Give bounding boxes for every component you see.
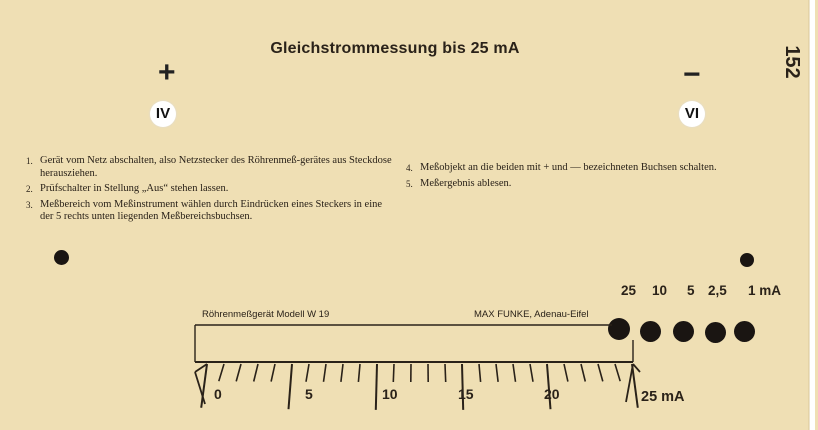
scale-minor-tick <box>306 364 309 382</box>
scale-major-tick <box>632 364 638 408</box>
range-label-10: 10 <box>652 283 668 298</box>
instruction-text: Meßobjekt an die beiden mit + und — bezeichneten Buchsen schalten. <box>420 162 717 173</box>
instruction-number: 4. <box>406 163 413 173</box>
scale-minor-tick <box>615 364 620 381</box>
range-label-1: 1 mA <box>748 283 782 298</box>
scale-minor-tick <box>254 364 258 382</box>
range-label-25: 25 <box>621 283 637 298</box>
scale-minor-tick <box>445 364 446 382</box>
instruction-text: Gerät vom Netz abschalten, also Netzstecker des Röhrenmeß-gerätes aus Steckdose herausziehen. <box>40 155 392 179</box>
scale-label-20: 20 <box>544 386 560 402</box>
range-label-2-5: 2,5 <box>708 283 727 298</box>
scale-minor-tick <box>341 364 343 382</box>
scale-minor-tick <box>513 364 516 382</box>
plus-sign: + <box>158 56 176 89</box>
instruction-number: 2. <box>26 184 33 194</box>
instruction-number: 5. <box>406 178 413 189</box>
meter-model-text: Röhrenmeßgerät Modell W 19 <box>202 309 330 320</box>
scale-major-tick <box>289 364 293 409</box>
scale-label-5: 5 <box>305 386 313 402</box>
scale-minor-tick <box>479 364 481 382</box>
meter-frame <box>195 325 633 362</box>
range-label-5: 5 <box>687 283 695 298</box>
card-title: Gleichstrommessung bis 25 mA <box>270 40 520 57</box>
instruction-text: Prüfschalter in Stellung „Aus“ stehen lassen. <box>40 183 229 194</box>
instruction-text: Meßergebnis ablesen. <box>420 177 512 189</box>
scale-minor-tick <box>581 364 585 382</box>
meter-maker-text: MAX FUNKE, Adenau-Eifel <box>474 309 589 320</box>
terminal-iv[interactable]: IV <box>150 101 176 127</box>
scale-minor-tick <box>236 364 241 381</box>
scale-right-end-upper <box>633 364 640 372</box>
card-number: 152 <box>781 45 803 79</box>
terminal-vi[interactable]: VI <box>679 101 705 127</box>
instruction-text: Meßbereich vom Meßinstrument wählen durch Eindrücken eines Steckers in eine der 5 rechts unten liegenden Meßbereichsbuchsen. <box>40 198 383 222</box>
scale-label-15: 15 <box>458 386 474 402</box>
instruction-number: 3. <box>26 199 33 210</box>
scale-minor-tick <box>393 364 394 382</box>
minus-sign: − <box>683 58 701 91</box>
scale-minor-tick <box>358 364 360 382</box>
scale-minor-tick <box>496 364 498 382</box>
scale-minor-tick <box>564 364 568 382</box>
scale-major-tick <box>376 364 377 410</box>
scale-label-0: 0 <box>214 386 222 402</box>
scale-unit-label: 25 mA <box>641 389 685 405</box>
scale-minor-tick <box>530 364 533 382</box>
scale-minor-tick <box>598 364 603 381</box>
instruction-number: 1. <box>26 156 33 166</box>
scale-minor-tick <box>324 364 327 382</box>
scale-minor-tick <box>219 364 224 381</box>
scale-right-end <box>626 364 633 402</box>
scale-minor-tick <box>271 364 275 382</box>
scale-label-10: 10 <box>382 386 398 402</box>
